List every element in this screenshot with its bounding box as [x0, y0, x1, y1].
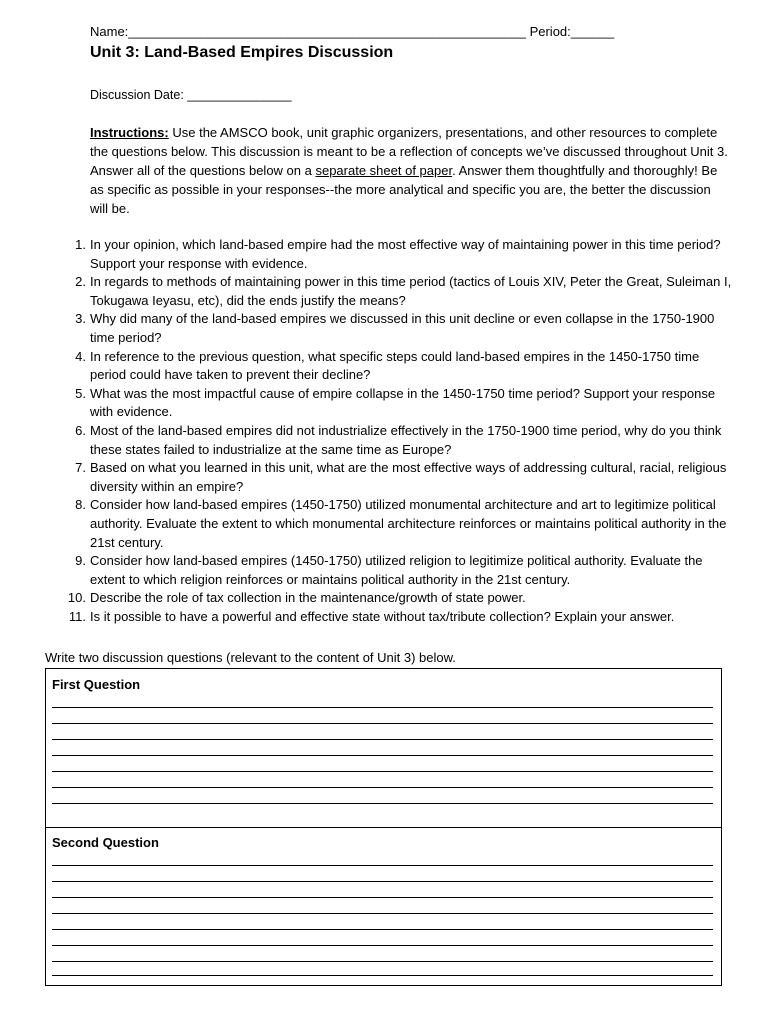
question-number: 6.	[75, 422, 86, 438]
question-text: Consider how land-based empires (1450-1750) utilized monumental architecture and art to legitimize political authority. Evaluate the extent to which monumental architecture reinforces or maintains political authority in the 21st century.	[90, 497, 727, 550]
first-question-section	[46, 669, 721, 828]
answer-line[interactable]	[52, 945, 713, 946]
question-item	[75, 385, 735, 422]
question-number: 3.	[75, 311, 86, 327]
answer-line[interactable]	[52, 975, 713, 976]
answer-line[interactable]	[52, 755, 713, 756]
question-text: Most of the land-based empires did not industrialize effectively in the 1750-1900 time period, why do you think these states failed to industrialize at the same time as Europe?	[90, 422, 722, 457]
question-text: Why did many of the land-based empires we discussed in this unit decline or even collapse in the 1750-1900 time period?	[90, 311, 715, 345]
question-text: In your opinion, which land-based empire had the most effective way of maintaining power in this time period? Support your response with evidence.	[90, 237, 721, 271]
answer-line[interactable]	[52, 707, 713, 708]
answer-line[interactable]	[52, 739, 713, 740]
second-question-heading: Second Question	[52, 835, 159, 850]
instructions-text-before: Use the AMSCO book, unit graphic organizers, presentations, and other resources to complete the questions below. This discussion is meant to be a reflection of concepts we’ve discussed throughout Unit 3. Answer all of the questions below on a	[90, 125, 728, 178]
question-number: 9.	[75, 553, 86, 569]
question-item	[75, 348, 735, 385]
question-item	[68, 608, 735, 627]
answer-line[interactable]	[52, 897, 713, 898]
second-question-section	[46, 827, 721, 985]
discussion-date-label: Discussion Date:	[90, 88, 184, 102]
question-text: In reference to the previous question, what specific steps could land-based empires in the 1450-1750 time period could have taken to prevent their decline?	[90, 348, 700, 383]
question-item	[75, 310, 735, 347]
answer-line[interactable]	[52, 803, 713, 804]
question-text: Based on what you learned in this unit, what are the most effective ways of addressing cultural, racial, religious diversity within an empire?	[90, 460, 727, 494]
answer-line[interactable]	[52, 865, 713, 866]
question-number: 7.	[75, 460, 86, 476]
answer-line[interactable]	[52, 913, 713, 914]
question-text: What was the most impactful cause of empire collapse in the 1450-1750 time period? Support your response with evidence.	[90, 385, 716, 420]
answer-line[interactable]	[52, 723, 713, 724]
name-blank: _______________________________________________________	[128, 24, 526, 39]
write-prompt: Write two discussion questions (relevant to the content of Unit 3) below.	[45, 650, 456, 665]
question-number: 5.	[75, 385, 86, 401]
question-number: 10.	[67, 590, 86, 606]
answer-line[interactable]	[52, 771, 713, 772]
question-number: 1.	[75, 237, 86, 252]
question-item	[75, 422, 735, 459]
first-question-heading: First Question	[52, 677, 141, 692]
question-text: Describe the role of tax collection in the maintenance/growth of state power.	[90, 590, 526, 606]
instructions-text-after: . Answer them thoughtfully and thoroughly! Be as specific as possible in your responses--the more analytical and specific you are, the better the discussion will be.	[90, 163, 718, 216]
answer-line[interactable]	[52, 787, 713, 788]
page-title: Unit 3: Land-Based Empires Discussion	[90, 44, 394, 61]
answer-box	[45, 668, 722, 986]
answer-line[interactable]	[52, 961, 713, 962]
instructions-paragraph	[90, 123, 730, 218]
question-item	[75, 496, 735, 552]
name-label: Name:	[90, 24, 129, 39]
discussion-date-blank: _______________	[187, 88, 292, 102]
period-label: Period:	[529, 24, 571, 39]
answer-line[interactable]	[52, 881, 713, 882]
question-number: 11.	[68, 608, 86, 624]
question-number: 4.	[75, 348, 86, 364]
question-item	[75, 273, 735, 310]
question-text: Consider how land-based empires (1450-1750) utilized religion to legitimize political authority. Evaluate the extent to which religion reinforces or maintains political authority in the 21st century.	[90, 553, 703, 587]
question-text: Is it possible to have a powerful and effective state without tax/tribute collection? Explain your answer.	[90, 608, 675, 624]
question-number: 2.	[75, 274, 86, 290]
instructions-underlined-text: separate sheet of paper	[315, 163, 453, 178]
question-item	[75, 552, 735, 589]
question-item	[67, 589, 735, 608]
period-blank: ______	[570, 24, 615, 39]
question-item	[75, 459, 735, 496]
answer-line[interactable]	[52, 929, 713, 930]
question-text: In regards to methods of maintaining power in this time period (tactics of Louis XIV, Peter the Great, Suleiman I, Tokugawa Ieyasu, etc), did the ends justify the means?	[90, 274, 732, 308]
question-number: 8.	[75, 497, 86, 513]
question-list	[67, 236, 735, 626]
discussion-date-line	[90, 88, 292, 102]
name-period-line	[90, 24, 614, 39]
question-item	[75, 236, 735, 273]
instructions-label: Instructions:	[90, 125, 169, 140]
